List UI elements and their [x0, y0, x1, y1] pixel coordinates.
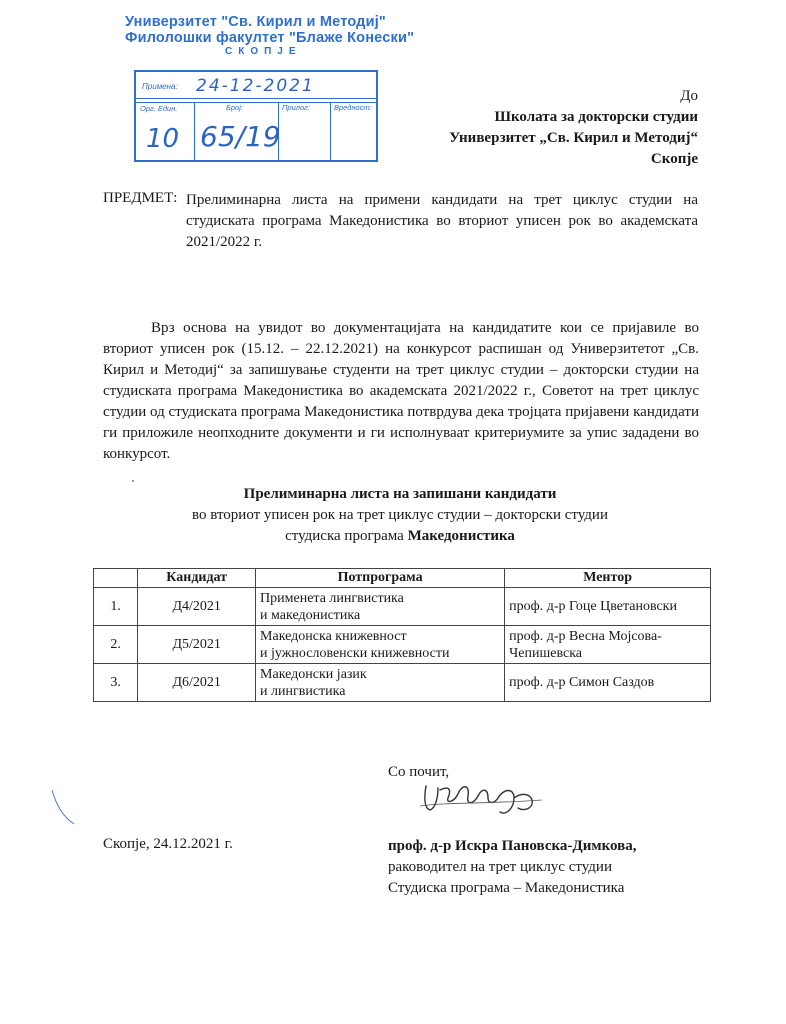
stamp-number-label: Број: — [226, 103, 243, 112]
body-paragraph: Врз основа на увидот во документацијата на кандидатите кои се пријавиле во вториот уписен рок (15.12. – 22.12.2021) на конкурсот распишан од Универзитетот „Св. Кирил и Методиј“ за запишување студенти на трет циклус студии – докторски студии на студиската програма Македонистика во академската 2021/2022 г., Советот на трет циклус студии од студиската програма Македонистика потврдува дека тројцата пријавени кандидати ги приложиле неопходните документи и ги исполнуваат критериумите за упис зададени во конкурсот. — [103, 320, 699, 462]
registry-stamp — [125, 14, 414, 57]
row-candidate: Д4/2021 — [138, 588, 256, 626]
row-program — [256, 626, 505, 664]
row-mentor — [505, 626, 711, 664]
stamp-org-unit-label: Орг. Един. — [140, 104, 178, 113]
row-number: 2. — [94, 626, 138, 664]
subject-text: Прелиминарна листа на примени кандидати на трет циклус студии на студиската програма Македонистика во вториот уписен рок во академската 2021/2022 г. — [186, 192, 698, 250]
signer-role: раководител на трет циклус студии — [388, 859, 612, 875]
header-mentor: Ментор — [505, 569, 711, 588]
row-mentor-line1: проф. д-р Весна Мојсова- — [509, 628, 662, 644]
stamp-city: СКОПЈЕ — [225, 46, 302, 57]
list-heading — [100, 484, 700, 547]
row-program — [256, 664, 505, 702]
table-row — [94, 664, 711, 702]
row-number: 3. — [94, 664, 138, 702]
addressee-block — [449, 86, 698, 170]
header-candidate: Кандидат — [138, 569, 256, 588]
table-row — [94, 626, 711, 664]
stamp-value-label: Вредност: — [334, 103, 372, 112]
list-heading-program: студиска програма Македонистика — [285, 528, 515, 544]
stamp-received-date: 24-12-2021 — [196, 76, 315, 96]
signer-program: Студиска програма – Македонистика — [388, 880, 625, 896]
row-program-line2: и јужнословенски книжевности — [260, 645, 450, 661]
header-program: Потпрограма — [256, 569, 505, 588]
stamp-faculty: Филолошки факултет "Блаже Конески" — [125, 30, 415, 46]
header-num — [94, 569, 138, 588]
row-number: 1. — [94, 588, 138, 626]
row-candidate: Д5/2021 — [138, 626, 256, 664]
list-heading-program-name: Македонистика — [407, 528, 515, 544]
signer-block — [388, 836, 637, 899]
row-program-line1: Македонски јазик — [260, 666, 367, 682]
addressee-line3: Скопје — [650, 151, 698, 167]
addressee-to: До — [680, 88, 698, 104]
place-and-date: Скопје, 24.12.2021 г. — [103, 836, 233, 852]
signature-image — [418, 778, 548, 822]
stamp-org-unit-value: 10 — [146, 124, 180, 154]
addressee-line1: Школата за докторски студии — [494, 109, 698, 125]
stamp-number-value: 65/19 — [200, 120, 281, 153]
candidates-table — [93, 568, 711, 702]
row-mentor-line1: проф. д-р Симон Саздов — [509, 675, 655, 690]
row-mentor-line1: проф. д-р Гоце Цветановски — [509, 599, 677, 614]
row-mentor — [505, 664, 711, 702]
closing-greeting: Со почит, — [388, 764, 450, 780]
subject-label: ПРЕДМЕТ: — [103, 190, 178, 206]
row-program-line1: Применета лингвистика — [260, 590, 404, 606]
stamp-received-label: Примена: — [142, 82, 178, 91]
scan-mark — [48, 788, 78, 828]
signer-name: проф. д-р Искра Пановска-Димкова, — [388, 838, 637, 854]
addressee-line2: Универзитет „Св. Кирил и Методиј“ — [449, 130, 698, 146]
row-program-line2: и македонистика — [260, 607, 361, 623]
row-mentor — [505, 588, 711, 626]
row-mentor-line2: Чепишевска — [509, 645, 583, 661]
row-program-line2: и лингвистика — [260, 683, 346, 699]
list-heading-subtitle: во вториот уписен рок на трет циклус студии – докторски студии — [192, 507, 608, 523]
row-program — [256, 588, 505, 626]
stamp-attachment-label: Прилог: — [282, 103, 310, 112]
row-program-line1: Македонска книжевност — [260, 628, 407, 644]
row-candidate: Д6/2021 — [138, 664, 256, 702]
scan-speck — [132, 480, 134, 482]
list-heading-title: Прелиминарна листа на запишани кандидати — [243, 486, 557, 502]
stamp-university: Универзитет "Св. Кирил и Методиј" — [125, 14, 387, 30]
stamp-register-box — [134, 70, 378, 162]
table-header-row — [94, 569, 711, 588]
table-row — [94, 588, 711, 626]
